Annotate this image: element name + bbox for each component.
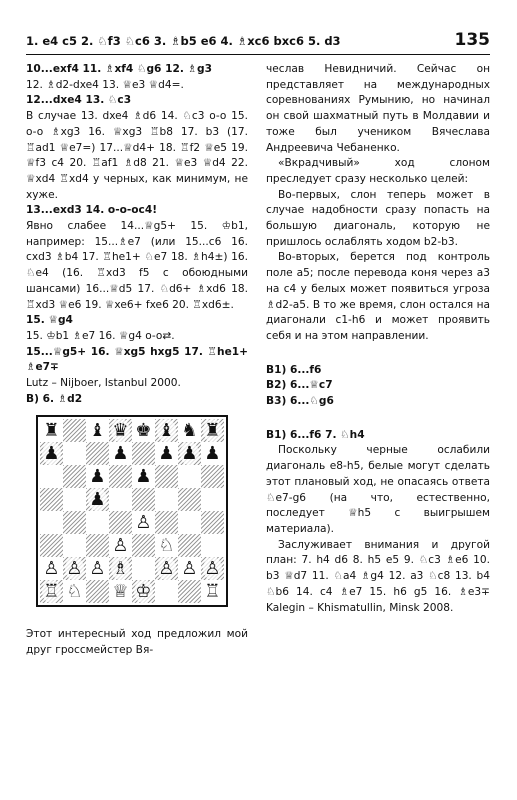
board-square [86, 419, 109, 442]
board-square [155, 580, 178, 603]
paragraph: Этот интересный ход предложил мой друг гроссмейстер Вя- [26, 628, 248, 657]
paragraph: 12. ♗d2-dxe4 13. ♕e3 ♕d4=. [26, 78, 184, 91]
right-column [266, 62, 490, 616]
chess-piece: ♟ [135, 466, 152, 488]
paragraph: Заслуживает внимания и другой план: 7. h4 d6 8. h5 e5 9. ♘c3 ♗e6 10. b3 ♕d7 11. ♘a4 ♗g4 12. a3 ♘c8 13. b4 ♘b6 14. c4 ♗e7 15. h6 g5 16. ♗e3∓ Kalegin – Khismatullin, Minsk 2008. [266, 538, 490, 614]
spacer [266, 410, 490, 428]
board-square [132, 557, 155, 580]
chess-piece: ♟ [43, 443, 60, 465]
paragraph: «Вкрадчивый» ход слоном преследует сразу несколько целей: [266, 157, 490, 185]
board-square [178, 419, 201, 442]
chess-piece: ♖ [43, 581, 60, 603]
chess-piece: ♝ [89, 420, 106, 442]
board-square [132, 465, 155, 488]
chess-piece: ♕ [112, 581, 129, 603]
board-square [109, 465, 132, 488]
board-square [109, 557, 132, 580]
board-square [86, 511, 109, 534]
board-square [201, 488, 224, 511]
chess-piece: ♙ [112, 535, 129, 557]
board-square [109, 511, 132, 534]
move-line: 15. ♕g4 [26, 314, 73, 327]
board-square [178, 442, 201, 465]
chess-piece: ♙ [158, 558, 175, 580]
paragraph: Во-первых, слон теперь может в случае надобности сразу попасть на большую диагональ, которую не пришлось ослаблять ходом b2-b3. [266, 188, 490, 248]
board-square [178, 488, 201, 511]
chess-piece: ♟ [89, 466, 106, 488]
chess-piece: ♙ [43, 558, 60, 580]
chess-piece: ♙ [135, 512, 152, 534]
board-square [155, 442, 178, 465]
chess-piece: ♛ [112, 420, 129, 442]
paragraph: Поскольку черные ослабили диагональ e8-h5, белые могут сделать этот плановый ход, не опасаясь ответа ♘e7-g6 (на что, естественно, последует ♕h5 с выигрышем материала). [266, 444, 490, 535]
move-line: 13...exd3 14. o-o-oc4! [26, 204, 158, 217]
paragraph: В случае 13. dxe4 ♗d6 14. ♘c3 o-o 15. o-o ♗xg3 16. ♕xg3 ♖b8 17. b3 (17. ♖ad1 ♕e7=) 17...♕d4+ 18. ♖f2 ♕e5 19. ♕f3 c4 20. ♖af1 ♗d8 21. ♕e3 ♕d4 22. ♕xd4 ♖xd4 у черных, как минимум, не хуже. [26, 110, 248, 201]
board-square [178, 511, 201, 534]
left-bottom-paragraphs [26, 627, 248, 658]
board-square [40, 442, 63, 465]
chess-piece: ♔ [135, 581, 152, 603]
board-square [63, 557, 86, 580]
spacer [26, 607, 248, 627]
move-line: 10...exf4 11. ♗xf4 ♘g6 12. ♗g3 [26, 63, 213, 75]
move-line: 15...♕g5+ 16. ♕xg5 hxg5 17. ♖he1+ ♗e7∓ [26, 345, 248, 374]
board-square [201, 557, 224, 580]
chess-piece: ♟ [89, 489, 106, 511]
header-rule [26, 54, 490, 55]
chess-piece: ♚ [135, 420, 152, 442]
board-square [86, 557, 109, 580]
left-column [26, 62, 248, 659]
board-square [40, 580, 63, 603]
move-line: B3) 6...♘g6 [266, 395, 334, 408]
board-square [86, 580, 109, 603]
move-line: B1) 6...f6 7. ♘h4 [266, 428, 365, 441]
chess-piece: ♜ [204, 420, 221, 442]
chess-diagram [36, 415, 228, 607]
board-square [155, 419, 178, 442]
board-square [201, 419, 224, 442]
chess-piece: ♘ [158, 535, 175, 557]
board-square [155, 534, 178, 557]
page-number: 135 [454, 30, 490, 50]
board-square [63, 465, 86, 488]
board-square [109, 419, 132, 442]
board-square [40, 488, 63, 511]
board-square [201, 465, 224, 488]
board-square [40, 557, 63, 580]
board-square [201, 442, 224, 465]
board-square [40, 419, 63, 442]
chess-piece: ♖ [204, 581, 221, 603]
chess-piece: ♙ [204, 558, 221, 580]
board-square [63, 580, 86, 603]
spacer [266, 345, 490, 363]
paragraph: Во-вторых, берется под контроль поле a5; после перевода коня через a3 на c4 у белых может появиться угроза ♗d2-a5. В то же время, слон остался на диагонали c1-h6 и может проявить себя и на этом направлении. [266, 251, 490, 342]
board-square [155, 465, 178, 488]
paragraph: Lutz – Nijboer, Istanbul 2000. [26, 377, 181, 390]
right-paragraphs [266, 62, 490, 616]
board-square [109, 580, 132, 603]
board-square [40, 465, 63, 488]
chess-piece: ♙ [89, 558, 106, 580]
move-line: B1) 6...f6 [266, 363, 322, 376]
board-square [132, 488, 155, 511]
board-square [178, 534, 201, 557]
move-line: B) 6. ♗d2 [26, 392, 83, 405]
board-square [132, 534, 155, 557]
board-square [86, 488, 109, 511]
chess-piece: ♟ [112, 443, 129, 465]
paragraph: 15. ♔b1 ♗e7 16. ♕g4 o-o⇄. [26, 329, 175, 342]
board-square [109, 442, 132, 465]
chess-piece: ♙ [181, 558, 198, 580]
board-square [178, 557, 201, 580]
board-square [86, 442, 109, 465]
board-square [201, 534, 224, 557]
board-square [40, 534, 63, 557]
board-square [63, 488, 86, 511]
board-square [178, 580, 201, 603]
chess-piece: ♟ [158, 443, 175, 465]
board-square [201, 580, 224, 603]
chess-piece: ♟ [204, 443, 221, 465]
chess-piece: ♘ [66, 581, 83, 603]
board-square [63, 511, 86, 534]
board-square [132, 419, 155, 442]
paragraph: Явно слабее 14...♕g5+ 15. ♔b1, например: 15...♗e7 (или 15...c6 16. cxd3 ♗b4 17. ♖he1+ ♘e7 18. ♗h4±) 16. ♘e4 (16. ♖xd3 f5 с обоюдными шансами) 16...♕d5 17. ♘d6+ ♗xd6 18. ♖xd3 ♕e6 19. ♕xe6+ fxe6 20. ♖xd6±. [26, 220, 248, 311]
board-square [63, 534, 86, 557]
board-square [132, 511, 155, 534]
board-square [109, 534, 132, 557]
board-square [201, 511, 224, 534]
board-square [86, 534, 109, 557]
board-square [63, 442, 86, 465]
move-line: B2) 6...♕c7 [266, 379, 333, 392]
board-square [40, 511, 63, 534]
chess-piece: ♙ [66, 558, 83, 580]
board-square [86, 465, 109, 488]
chess-piece: ♟ [181, 443, 198, 465]
board-square [155, 511, 178, 534]
board-square [109, 488, 132, 511]
board-square [178, 465, 201, 488]
board-square [155, 488, 178, 511]
running-head: 1. e4 c5 2. ♘f3 ♘c6 3. ♗b5 e6 4. ♗xc6 bxc6 5. d3 [26, 34, 341, 48]
board-square [63, 419, 86, 442]
chess-piece: ♗ [112, 558, 129, 580]
chess-piece: ♝ [158, 420, 175, 442]
chess-piece: ♜ [43, 420, 60, 442]
left-paragraphs [26, 62, 248, 407]
page-header [26, 30, 490, 52]
board-square [155, 557, 178, 580]
paragraph: чеслав Невидничий. Сейчас он представляет на международных соревнованиях Румынию, но начинал он свой шахматный путь в Молдавии и тоже был учеником Вячеслава Андреевича Чебаненко. [266, 63, 490, 154]
chess-piece: ♞ [181, 420, 198, 442]
board-square [132, 442, 155, 465]
board-square [132, 580, 155, 603]
move-line: 12...dxe4 13. ♘c3 [26, 94, 132, 107]
chess-board [40, 419, 224, 603]
